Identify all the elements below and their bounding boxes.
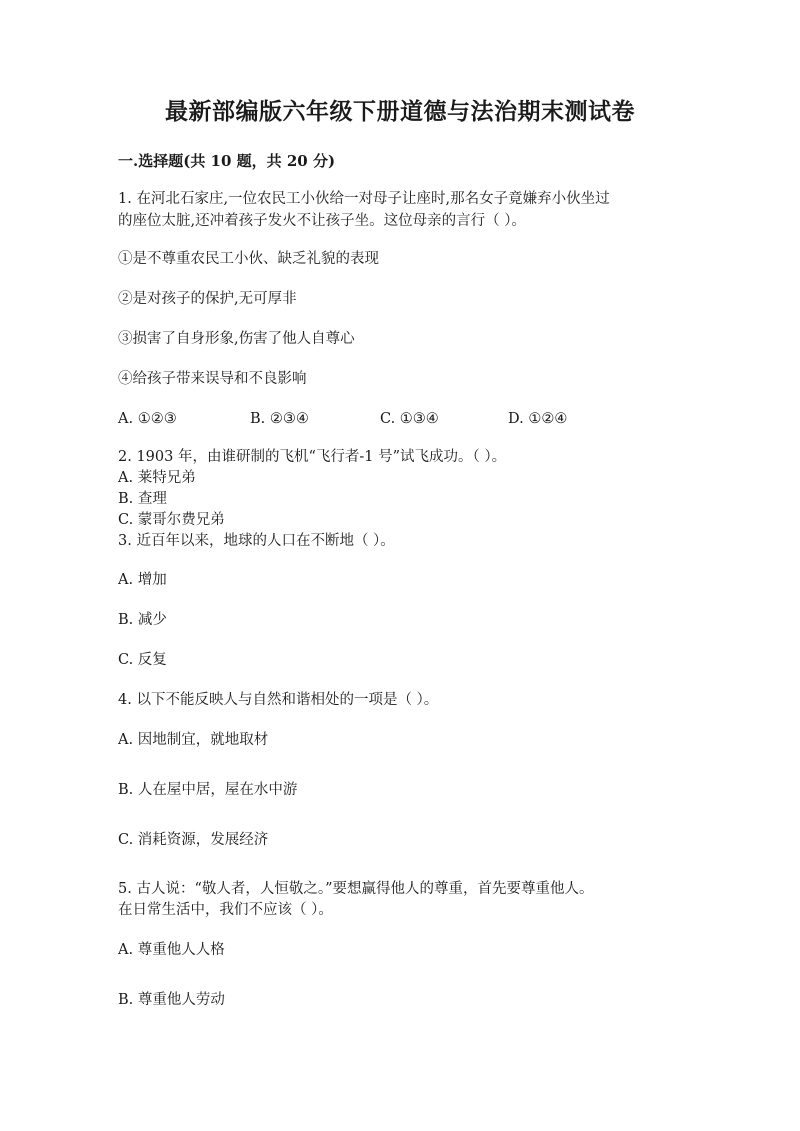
q2-option-a: A. 莱特兄弟 xyxy=(118,470,196,486)
q3-option-c: C. 反复 xyxy=(118,652,167,668)
q4-option-c: C. 消耗资源，发展经济 xyxy=(118,832,269,848)
q2-option-b: B. 查理 xyxy=(118,491,167,507)
q4-option-b: B. 人在屋中居，屋在水中游 xyxy=(118,782,298,798)
q2-stem: 2. 1903 年，由谁研制的飞机“飞行者-1 号”试飞成功。（ ）。 xyxy=(118,449,507,465)
page-title: 最新部编版六年级下册道德与法治期末测试卷 xyxy=(165,98,635,125)
q1-option-a: A. ①②③ xyxy=(118,411,177,427)
q1-stem-line2: 的座位太脏,还冲着孩子发火不让孩子坐。这位母亲的言行（ ）。 xyxy=(118,213,526,229)
section-heading: 一.选择题(共 10 题，共 20 分) xyxy=(118,152,336,170)
q1-statement-2: ②是对孩子的保护,无可厚非 xyxy=(118,291,297,307)
q1-statement-4: ④给孩子带来误导和不良影响 xyxy=(118,371,307,387)
q4-stem: 4. 以下不能反映人与自然和谐相处的一项是（ ）。 xyxy=(118,692,439,708)
q5-stem-line2: 在日常生活中，我们不应该（ ）。 xyxy=(118,902,333,918)
q5-stem-line1: 5. 古人说：“敬人者，人恒敬之。”要想赢得他人的尊重，首先要尊重他人。 xyxy=(118,881,594,897)
q2-option-c: C. 蒙哥尔费兄弟 xyxy=(118,512,225,528)
q1-statement-3: ③损害了自身形象,伤害了他人自尊心 xyxy=(118,331,355,347)
q5-option-b: B. 尊重他人劳动 xyxy=(118,992,225,1008)
q1-statement-1: ①是不尊重农民工小伙、缺乏礼貌的表现 xyxy=(118,251,379,267)
q3-option-a: A. 增加 xyxy=(118,572,167,588)
q3-option-b: B. 减少 xyxy=(118,612,167,628)
q4-option-a: A. 因地制宜，就地取材 xyxy=(118,732,269,748)
q1-option-c: C. ①③④ xyxy=(380,411,439,427)
q5-option-a: A. 尊重他人人格 xyxy=(118,942,225,958)
q1-option-b: B. ②③④ xyxy=(250,411,309,427)
q1-stem-line1: 1. 在河北石家庄,一位农民工小伙给一对母子让座时,那名女子竟嫌弃小伙坐过 xyxy=(118,191,610,207)
q1-option-d: D. ①②④ xyxy=(508,411,568,427)
q3-stem: 3. 近百年以来，地球的人口在不断地（ ）。 xyxy=(118,533,395,549)
